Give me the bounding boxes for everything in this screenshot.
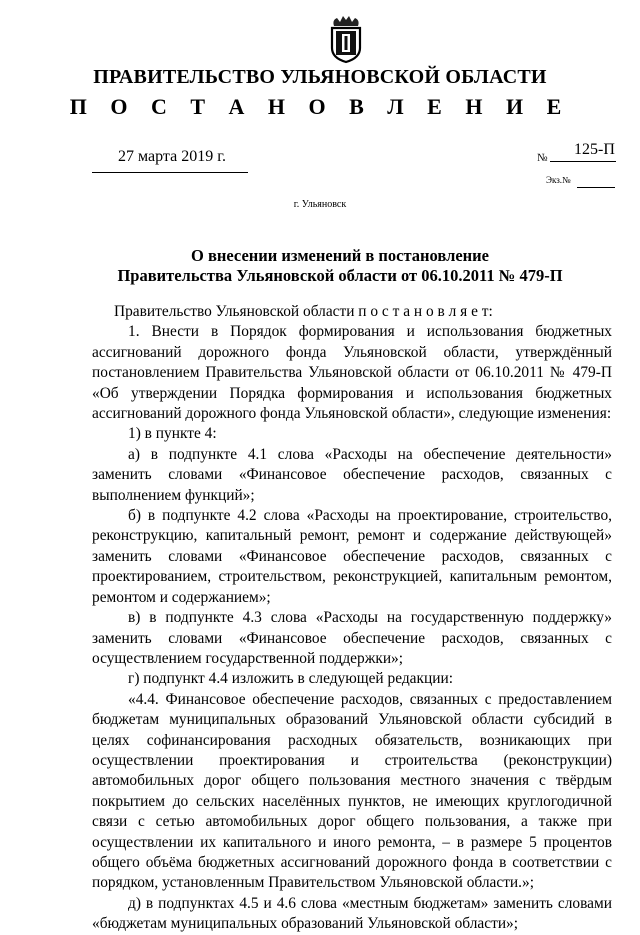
paragraph-3: а) в подпункте 4.1 слова «Расходы на обеспечение деятельности» заменить словами «Финансовое обеспечение расходов, связанных с выполнением функций»; [92,445,612,504]
decree-title [60,246,620,286]
title-line-2: Правительства Ульяновской области от 06.10.2011 № 479-П [117,266,563,285]
copy-number-underline [577,187,615,188]
intro-paragraph: Правительство Ульяновской области п о с т а н о в л я е т: [114,303,493,320]
decree-number: 125-П [574,141,615,158]
paragraph-8: д) в подпунктах 4.5 и 4.6 слова «местным бюджетам» заменить словами «бюджетам муниципальных образований Ульяновской области»; [92,894,612,933]
copy-number-label: Экз.№ [546,175,571,185]
paragraph-6: г) подпункт 4.4 изложить в следующей редакции: [128,670,453,688]
paragraph-4: б) в подпункте 4.2 слова «Расходы на проектирование, строительство, реконструкцию, капитальный ремонт, ремонт и содержание действующей» заменить словами «Финансовое обеспечение расходов, связанных с проектированием, строительством, реконструкцией, капитальным ремонтом, ремонтом и содержанием»; [92,507,612,606]
paragraph-7: «4.4. Финансовое обеспечение расходов, связанных с предоставлением бюджетам муниципальных образований Ульяновской области субсидий в целях софинансирования расходных обязательств, возникающих при осуществлении проектирования и строительства (реконструкции) автомобильных дорог общего пользования местного значения с твёрдым покрытием до сельских населённых пунктов, не имеющих круглогодичной связи с сетью автомобильных дорог общего пользования, а также при осуществлении их капитального и иного ремонта, – в размере 5 процентов общего объёма бюджетных ассигнований дорожного фонда в соответствии с порядком, установленным Правительством Ульяновской области.»; [92,690,612,892]
decree-body [92,302,612,935]
paragraph-1: 1. Внести в Порядок формирования и использования бюджетных ассигнований дорожного фонда Ульяновской области, утверждённый постановлением Правительства Ульяновской области от 06.10.2011 № 479-П «Об утверждении Порядка формирования и использования бюджетных ассигнований дорожного фонда Ульяновской области», следующие изменения: [92,323,612,423]
government-name: ПРАВИТЕЛЬСТВО УЛЬЯНОВСКОЙ ОБЛАСТИ [93,66,547,88]
city: г. Ульяновск [293,199,347,210]
paragraph-2: 1) в пункте 4: [128,425,217,443]
coat-of-arms-emblem [328,12,364,64]
document-type: П О С Т А Н О В Л Е Н И Е [69,94,571,119]
paragraph-5: в) в подпункте 4.3 слова «Расходы на государственную поддержку» заменить словами «Финансовое обеспечение расходов, связанных с осуществлением государственной поддержки»; [92,609,612,667]
date-underline [92,172,248,173]
number-underline [550,161,616,162]
number-sign: № [537,152,548,164]
decree-date: 27 марта 2019 г. [118,148,226,165]
title-line-1: О внесении изменений в постановление [191,246,489,265]
